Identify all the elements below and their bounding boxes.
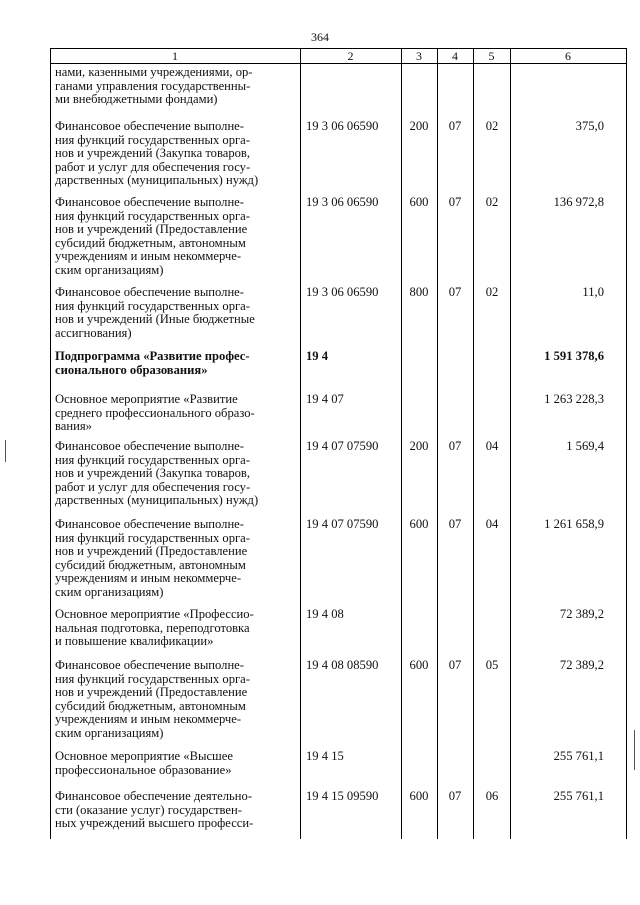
row-expense-type: 02 [485,119,499,133]
row-name-line: ским организациям) [55,725,164,740]
row-name-line: Финансовое обеспечение выполне- [55,517,244,531]
row-name-line: Основное мероприятие «Развитие [55,392,238,406]
row-name [55,790,295,831]
row-name-line: нами, казенными учреждениями, ор- [55,65,253,79]
row-name-line: сти (оказание услуг) государствен- [55,802,242,817]
row-name-line: Финансовое обеспечение выполне- [55,119,244,133]
row-amount: 255 761,1 [553,749,604,763]
row-name-line: ных учреждений высшего професси- [55,816,254,830]
row-name-line: нов и учреждений (Иные бюджетные [55,312,255,326]
row-section: 600 [409,658,429,672]
row-name-line: профессиональное образование» [55,762,232,777]
row-name-line: ния функций государственных орга- [55,530,250,545]
row-name-line: ния функций государственных орга- [55,452,250,467]
header-col-6: 6 [565,49,571,63]
row-code: 19 3 06 06590 [306,119,379,133]
row-name-line: учреждениям и иным некоммерче- [55,571,242,585]
row-amount: 1 591 378,6 [544,349,604,363]
row-name [55,659,295,740]
row-name [55,750,295,777]
row-code: 19 4 07 [306,392,344,406]
scan-mark [5,440,6,462]
row-name-line: дарственных (муниципальных) нужд) [55,173,259,187]
header-col-1: 1 [172,49,178,63]
row-name-line: ским организациям) [55,262,164,277]
row-name-line: нов и учреждений (Закупка товаров, [55,146,251,160]
row-subsection: 07 [448,119,462,133]
row-amount: 1 261 658,9 [544,517,604,531]
header-col-3: 3 [416,49,422,63]
row-name-line: ния функций государственных орга- [55,132,250,147]
row-amount: 375,0 [575,119,604,133]
row-name-line: ским организациям) [55,584,164,599]
row-section: 600 [409,789,429,803]
row-name [55,393,295,434]
row-name [55,286,295,340]
row-name-line: субсидий бюджетным, автономным [55,557,246,572]
row-amount: 72 389,2 [559,658,604,672]
row-section: 200 [409,439,429,453]
row-name-line: вания» [55,419,92,433]
row-name-line: ассигнования) [55,325,132,340]
row-name-line: Финансовое обеспечение выполне- [55,285,244,299]
row-code: 19 4 15 [306,749,344,763]
row-code: 19 4 [306,349,329,363]
row-code: 19 3 06 06590 [306,195,379,209]
row-name-line: Основное мероприятие «Профессио- [55,607,254,621]
row-subsection: 07 [448,439,462,453]
row-name-line: Финансовое обеспечение выполне- [55,658,244,672]
row-section: 600 [409,195,429,209]
row-name-line: сионального образования» [55,362,208,377]
row-expense-type: 06 [485,789,499,803]
row-name-line: нальная подготовка, переподготовка [55,620,250,635]
row-name-line: нов и учреждений (Предоставление [55,685,248,699]
row-subsection: 07 [448,658,462,672]
row-name-line: работ и услуг для обеспечения госу- [55,479,251,494]
row-name [55,608,295,649]
row-name [55,518,295,599]
row-code: 19 4 07 07590 [306,517,379,531]
row-name-line: субсидий бюджетным, автономным [55,698,246,713]
row-name [55,196,295,277]
row-name-line: Подпрограмма «Развитие профес- [55,349,250,363]
row-subsection: 07 [448,285,462,299]
row-name-line: ми внебюджетными фондами) [55,92,218,106]
row-section: 200 [409,119,429,133]
row-name-line: среднего профессионального образо- [55,405,255,420]
row-amount: 1 263 228,3 [544,392,604,406]
row-name-line: учреждениям и иным некоммерче- [55,249,242,263]
column-rule [510,48,511,839]
row-section: 600 [409,517,429,531]
row-name-line: Финансовое обеспечение выполне- [55,195,244,209]
row-name-line: нов и учреждений (Предоставление [55,544,248,558]
row-name-line: и повышение квалификации» [55,634,214,648]
row-name-line: субсидий бюджетным, автономным [55,235,246,250]
page-number: 364 [311,30,329,44]
row-name-line: ния функций государственных орга- [55,298,250,313]
row-code: 19 4 07 07590 [306,439,379,453]
row-amount: 136 972,8 [553,195,604,209]
row-name-line: Финансовое обеспечение деятельно- [55,789,253,803]
row-amount: 1 569,4 [566,439,604,453]
column-rule [50,48,51,839]
row-subsection: 07 [448,195,462,209]
row-name [55,350,295,377]
row-name-line: ния функций государственных орга- [55,208,250,223]
table-header-rule [50,63,626,64]
row-name-line: дарственных (муниципальных) нужд) [55,493,259,507]
header-col-4: 4 [452,49,458,63]
row-expense-type: 04 [485,517,499,531]
row-code: 19 4 15 09590 [306,789,379,803]
row-subsection: 07 [448,789,462,803]
row-amount: 11,0 [582,285,604,299]
row-expense-type: 05 [485,658,499,672]
header-col-2: 2 [347,49,354,63]
row-name-line: ганами управления государственны- [55,78,251,93]
row-expense-type: 04 [485,439,499,453]
row-name [55,66,295,107]
row-name [55,120,295,188]
row-name-line: нов и учреждений (Закупка товаров, [55,466,251,480]
row-name-line: работ и услуг для обеспечения госу- [55,159,251,174]
column-rule [300,48,301,839]
row-name [55,440,295,508]
scan-mark [634,730,635,770]
row-name-line: Финансовое обеспечение выполне- [55,439,244,453]
row-name-line: ния функций государственных орга- [55,671,250,686]
row-amount: 72 389,2 [559,607,604,621]
row-subsection: 07 [448,517,462,531]
row-code: 19 3 06 06590 [306,285,379,299]
header-col-5: 5 [488,49,495,63]
row-expense-type: 02 [485,285,499,299]
column-rule [626,48,627,839]
row-code: 19 4 08 [306,607,344,621]
row-section: 800 [409,285,429,299]
row-expense-type: 02 [485,195,499,209]
row-amount: 255 761,1 [553,789,604,803]
row-name-line: Основное мероприятие «Высшее [55,749,233,763]
row-name-line: нов и учреждений (Предоставление [55,222,248,236]
row-name-line: учреждениям и иным некоммерче- [55,712,242,726]
row-code: 19 4 08 08590 [306,658,379,672]
